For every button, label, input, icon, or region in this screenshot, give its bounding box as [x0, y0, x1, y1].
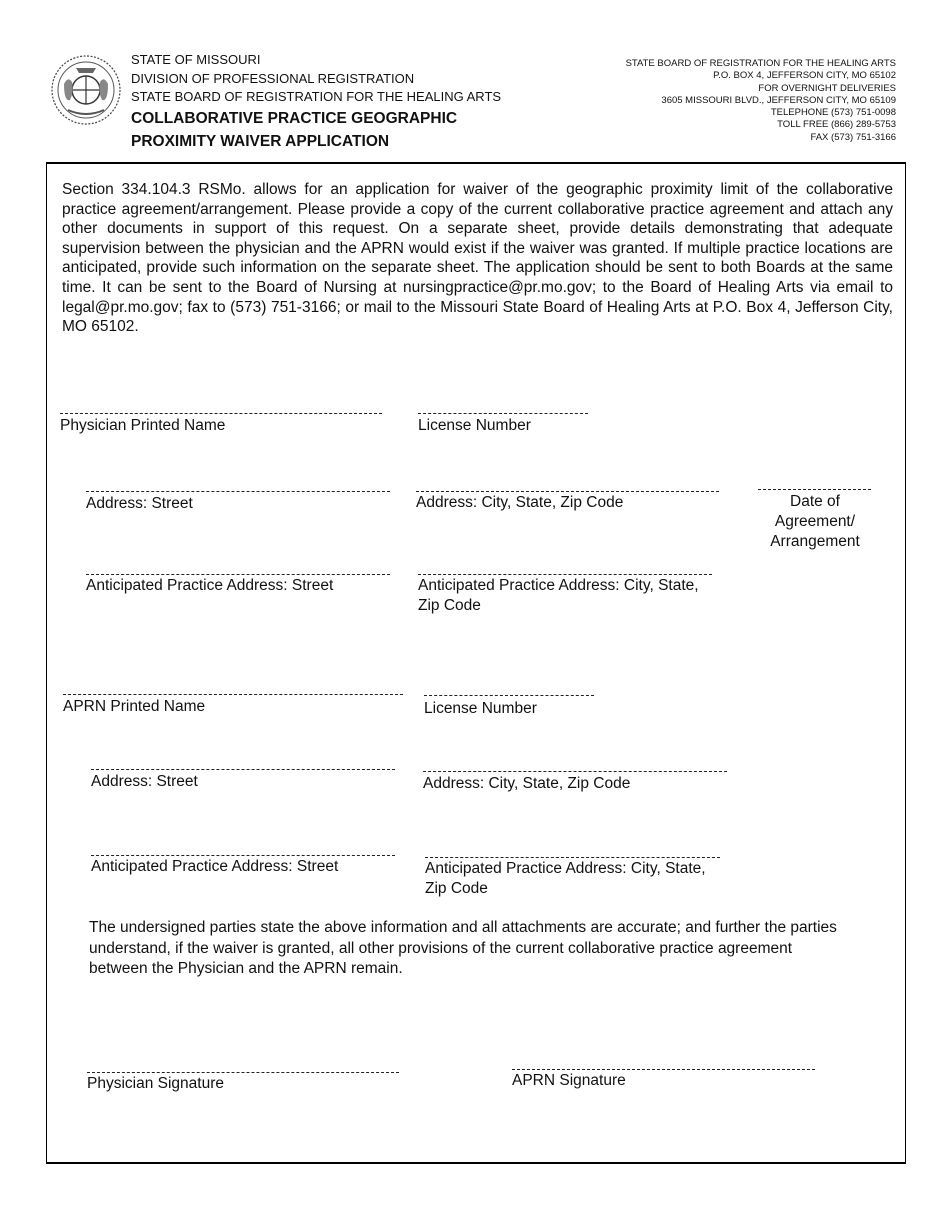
contact-line: FOR OVERNIGHT DELIVERIES	[758, 82, 896, 94]
physician-practice-city-field[interactable]	[418, 574, 712, 575]
aprn-license-label: License Number	[424, 700, 537, 717]
agency-state: STATE OF MISSOURI	[131, 52, 261, 67]
instructions-paragraph: Section 334.104.3 RSMo. allows for an application for waiver of the geographic proximity limit of the collaborative practice agreement/arrangement. Please provide a copy of the current collaborative practice agreement and attach any other documents in support of this request. On a separate sheet, provide details demonstrating that adequate supervision between the physician and the APRN would exist if the waiver was granted. If multiple practice locations are anticipated, provide such information on the separate sheet. The application should be sent to both Boards at the same time. It can be sent to the Board of Nursing at nursingpractice@pr.mo.gov; to the Board of Healing Arts via email to legal@pr.mo.gov; fax to (573) 751-3166; or mail to the Missouri State Board of Healing Arts at P.O. Box 4, Jefferson City, MO 65102.	[62, 181, 893, 336]
aprn-street-field[interactable]	[91, 769, 395, 770]
agency-division: DIVISION OF PROFESSIONAL REGISTRATION	[131, 70, 415, 86]
contact-line: STATE BOARD OF REGISTRATION FOR THE HEALING ARTS	[625, 58, 896, 69]
physician-license-label: License Number	[418, 417, 531, 434]
physician-name-label: Physician Printed Name	[60, 417, 226, 434]
aprn-practice-street-field[interactable]	[91, 855, 395, 856]
aprn-practice-city-label: Anticipated Practice Address: City, State, Zip Code	[425, 860, 706, 897]
physician-signature-field[interactable]	[87, 1072, 399, 1073]
aprn-city-label: Address: City, State, Zip Code	[423, 775, 631, 792]
agreement-date-field[interactable]	[758, 489, 871, 490]
aprn-practice-city-field[interactable]	[425, 857, 720, 858]
physician-practice-street-label: Anticipated Practice Address: Street	[86, 577, 334, 594]
contact-line: 3605 MISSOURI BLVD., JEFFERSON CITY, MO 65109	[661, 94, 896, 106]
physician-signature-label: Physician Signature	[87, 1075, 224, 1092]
physician-name-field[interactable]	[60, 413, 382, 414]
aprn-signature-label: APRN Signature	[512, 1072, 626, 1089]
contact-line: TELEPHONE (573) 751-0098	[770, 107, 896, 119]
form-title-line-1: COLLABORATIVE PRACTICE GEOGRAPHIC	[131, 109, 458, 127]
contact-line: TOLL FREE (866) 289-5753	[777, 119, 896, 131]
agency-header	[131, 51, 501, 153]
aprn-city-field[interactable]	[423, 771, 727, 772]
board-contact-info	[626, 58, 896, 144]
physician-practice-street-field[interactable]	[86, 574, 390, 575]
physician-street-label: Address: Street	[86, 495, 193, 512]
aprn-name-label: APRN Printed Name	[63, 698, 206, 715]
physician-city-label: Address: City, State, Zip Code	[416, 494, 624, 511]
contact-line: FAX (573) 751-3166	[810, 131, 896, 143]
missouri-state-seal	[50, 54, 122, 126]
physician-city-field[interactable]	[416, 491, 719, 492]
physician-license-field[interactable]	[418, 413, 588, 414]
contact-line: P.O. BOX 4, JEFFERSON CITY, MO 65102	[713, 70, 896, 82]
agreement-date-label: Date of Agreement/ Arrangement	[770, 493, 860, 550]
form-title-line-2: PROXIMITY WAIVER APPLICATION	[131, 132, 390, 150]
aprn-practice-street-label: Anticipated Practice Address: Street	[91, 858, 339, 875]
agency-board: STATE BOARD OF REGISTRATION FOR THE HEALING ARTS	[131, 89, 502, 104]
physician-practice-city-label: Anticipated Practice Address: City, State, Zip Code	[418, 577, 699, 614]
aprn-signature-field[interactable]	[512, 1069, 815, 1070]
aprn-license-field[interactable]	[424, 695, 594, 696]
aprn-name-field[interactable]	[63, 694, 403, 695]
aprn-street-label: Address: Street	[91, 773, 198, 790]
attestation-statement: The undersigned parties state the above information and all attachments are accurate; and further the parties understand, if the waiver is granted, all other provisions of the current collaborative practice agreement between the Physician and the APRN remain.	[89, 919, 837, 977]
physician-street-field[interactable]	[86, 491, 390, 492]
